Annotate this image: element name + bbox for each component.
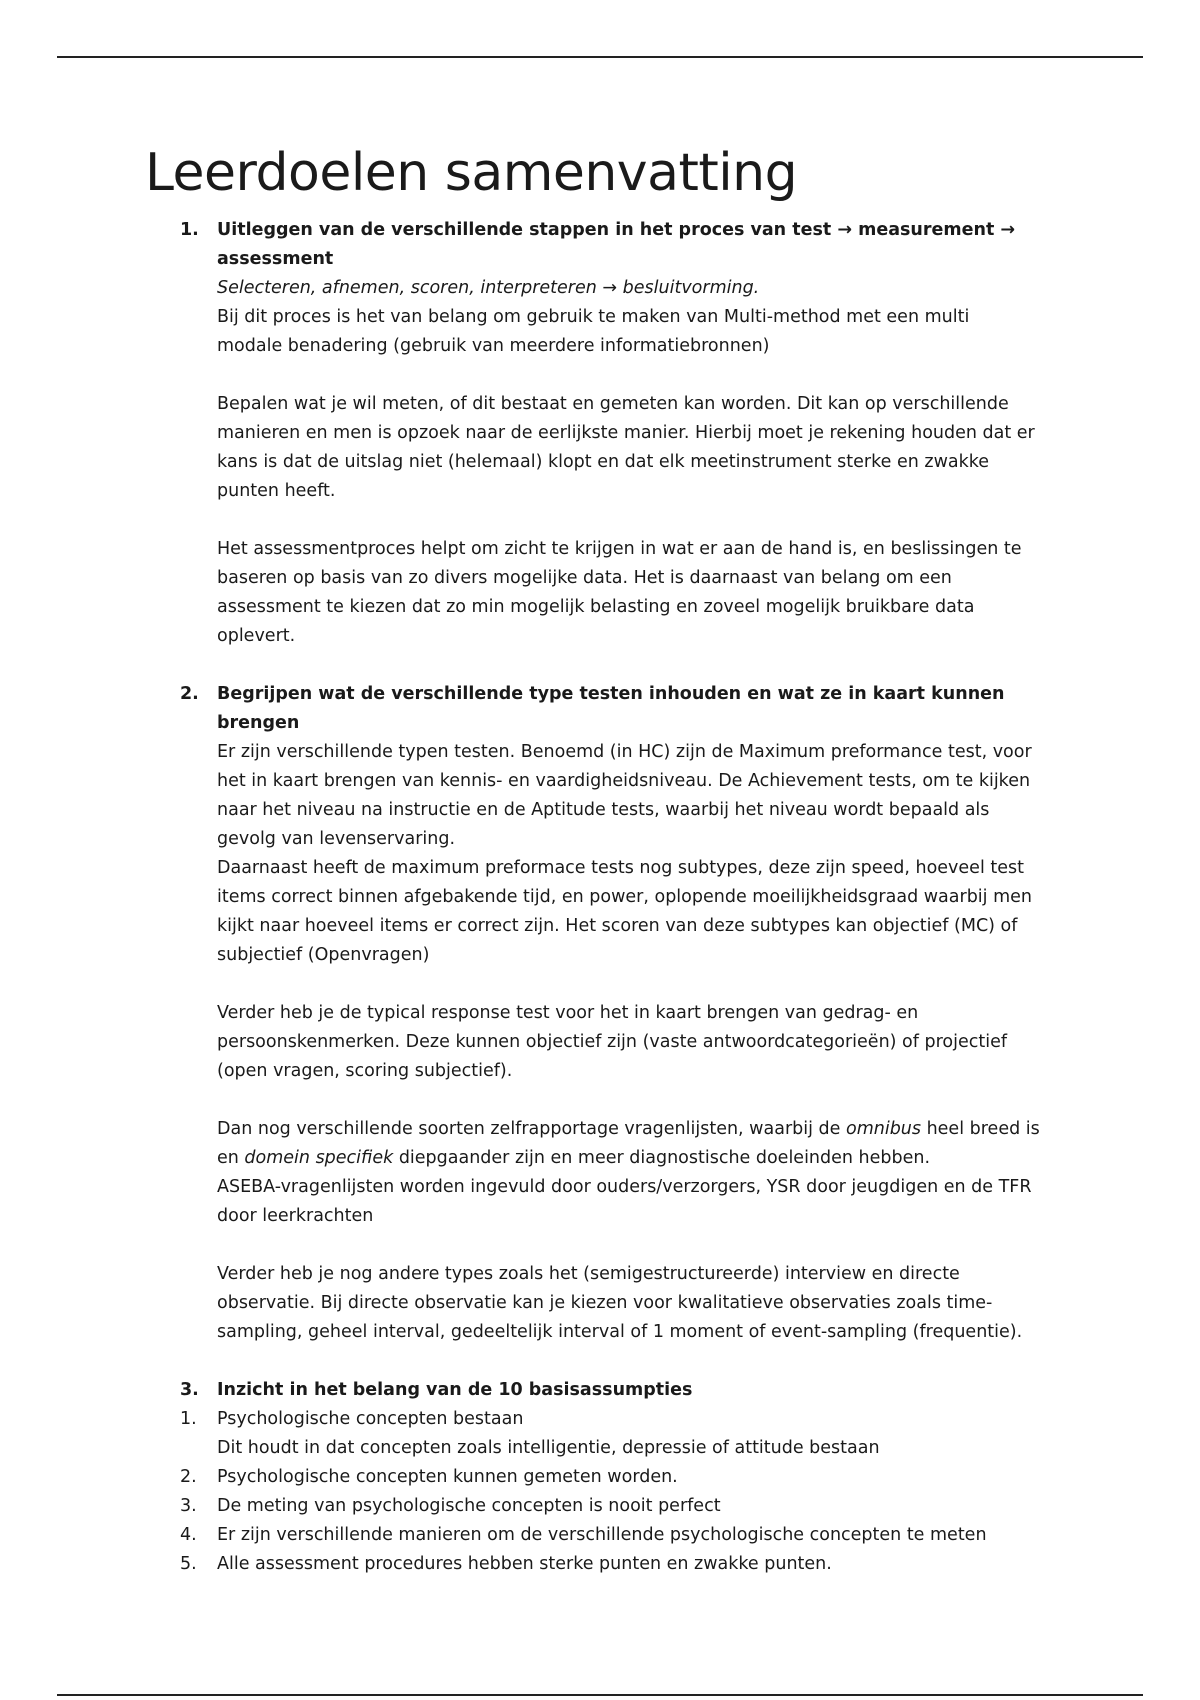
section-3-number: 3.	[180, 1380, 199, 1400]
section-2-body: Er zijn verschillende typen testen. Benoemd (in HC) zijn de Maximum preformance test, voor het in kaart brengen van kennis- en vaardigheidsniveau. De Achievement tests, om te kijken naar het niveau na instructie en de Aptitude tests, waarbij het niveau wordt bepaald als gevolg van levenservaring. Daarnaast heeft de maximum preformace tests nog subtypes, deze zijn speed, hoeveel test items correct binnen afgebakende tijd, en power, oplopende moeilijkheidsgraad waarbij men kijkt naar hoeveel items er correct zijn. Het scoren van deze subtypes kan objectief (MC) of subjectief (Openvragen) Verder heb je de typical response test voor het in kaart brengen van gedrag- en persoonskenmerken. Deze kunnen objectief zijn (vaste antwoordcategorieën) of projectief (open vragen, scoring subjectief). Dan nog verschillende soorten zelfrapportage vragenlijsten, waarbij de omnibus heel breed is en domein specifiek diepgaander zijn en meer diagnostische doeleinden hebben. ASEBA-vragenlijsten worden ingevuld door ouders/verzorgers, YSR door jeugdigen en de TFR door leerkrachten Verder heb je nog andere types zoals het (semigestructureerde) interview en directe observatie. Bij directe observatie kan je kiezen voor kwalitatieve observaties zoals time- sampling, geheel interval, gedeeltelijk interval of 1 moment of event-sampling (frequentie).	[145, 738, 1065, 1376]
section-3-heading: 3. Inzicht in het belang van de 10 basisassumpties	[145, 1376, 1065, 1405]
paragraph-line: en domein specifiek diepgaander zijn en meer diagnostische doeleinden hebben.	[217, 1148, 931, 1168]
document-page	[145, 140, 1065, 1579]
header-rule	[57, 56, 1143, 58]
process-steps: Selecteren, afnemen, scoren, interpreteren → besluitvorming.	[217, 278, 760, 298]
section-1-number: 1.	[180, 220, 199, 240]
section-1-heading: 1. Uitleggen van de verschillende stappen in het proces van test → measurement → assessment	[145, 216, 1065, 274]
section-2-number: 2.	[180, 684, 199, 704]
footer-rule	[57, 1694, 1143, 1696]
section-1-body: Selecteren, afnemen, scoren, interpreteren → besluitvorming. Bij dit proces is het van belang om gebruik te maken van Multi-method met een multi modale benadering (gebruik van meerdere informatiebronnen) Bepalen wat je wil meten, of dit bestaat en gemeten kan worden. Dit kan op verschillende manieren en men is opzoek naar de eerlijkste manier. Hierbij moet je rekening houden dat er kans is dat de uitslag niet (helemaal) klopt en dat elk meetinstrument sterke en zwakke punten heeft. Het assessmentproces helpt om zicht te krijgen in wat er aan de hand is, en beslissingen te baseren op basis van zo divers mogelijke data. Het is daarnaast van belang om een assessment te kiezen dat zo min mogelijk belasting en zoveel mogelijk bruikbare data oplevert.	[145, 274, 1065, 680]
list-item: 1. Psychologische concepten bestaan Dit houdt in dat concepten zoals intelligentie, depressie of attitude bestaan	[180, 1409, 880, 1458]
list-item: 3. De meting van psychologische concepten is nooit perfect	[180, 1496, 721, 1516]
paragraph-line: Dan nog verschillende soorten zelfrapportage vragenlijsten, waarbij de omnibus heel breed is	[217, 1119, 1040, 1139]
list-item: 5. Alle assessment procedures hebben sterke punten en zwakke punten.	[180, 1554, 832, 1574]
section-2-heading: 2. Begrijpen wat de verschillende type testen inhouden en wat ze in kaart kunnen brengen	[145, 680, 1065, 738]
document-title: Leerdoelen samenvatting	[145, 143, 798, 203]
list-item: 2. Psychologische concepten kunnen gemeten worden.	[180, 1467, 678, 1487]
list-item: 4. Er zijn verschillende manieren om de verschillende psychologische concepten te meten	[180, 1525, 987, 1545]
